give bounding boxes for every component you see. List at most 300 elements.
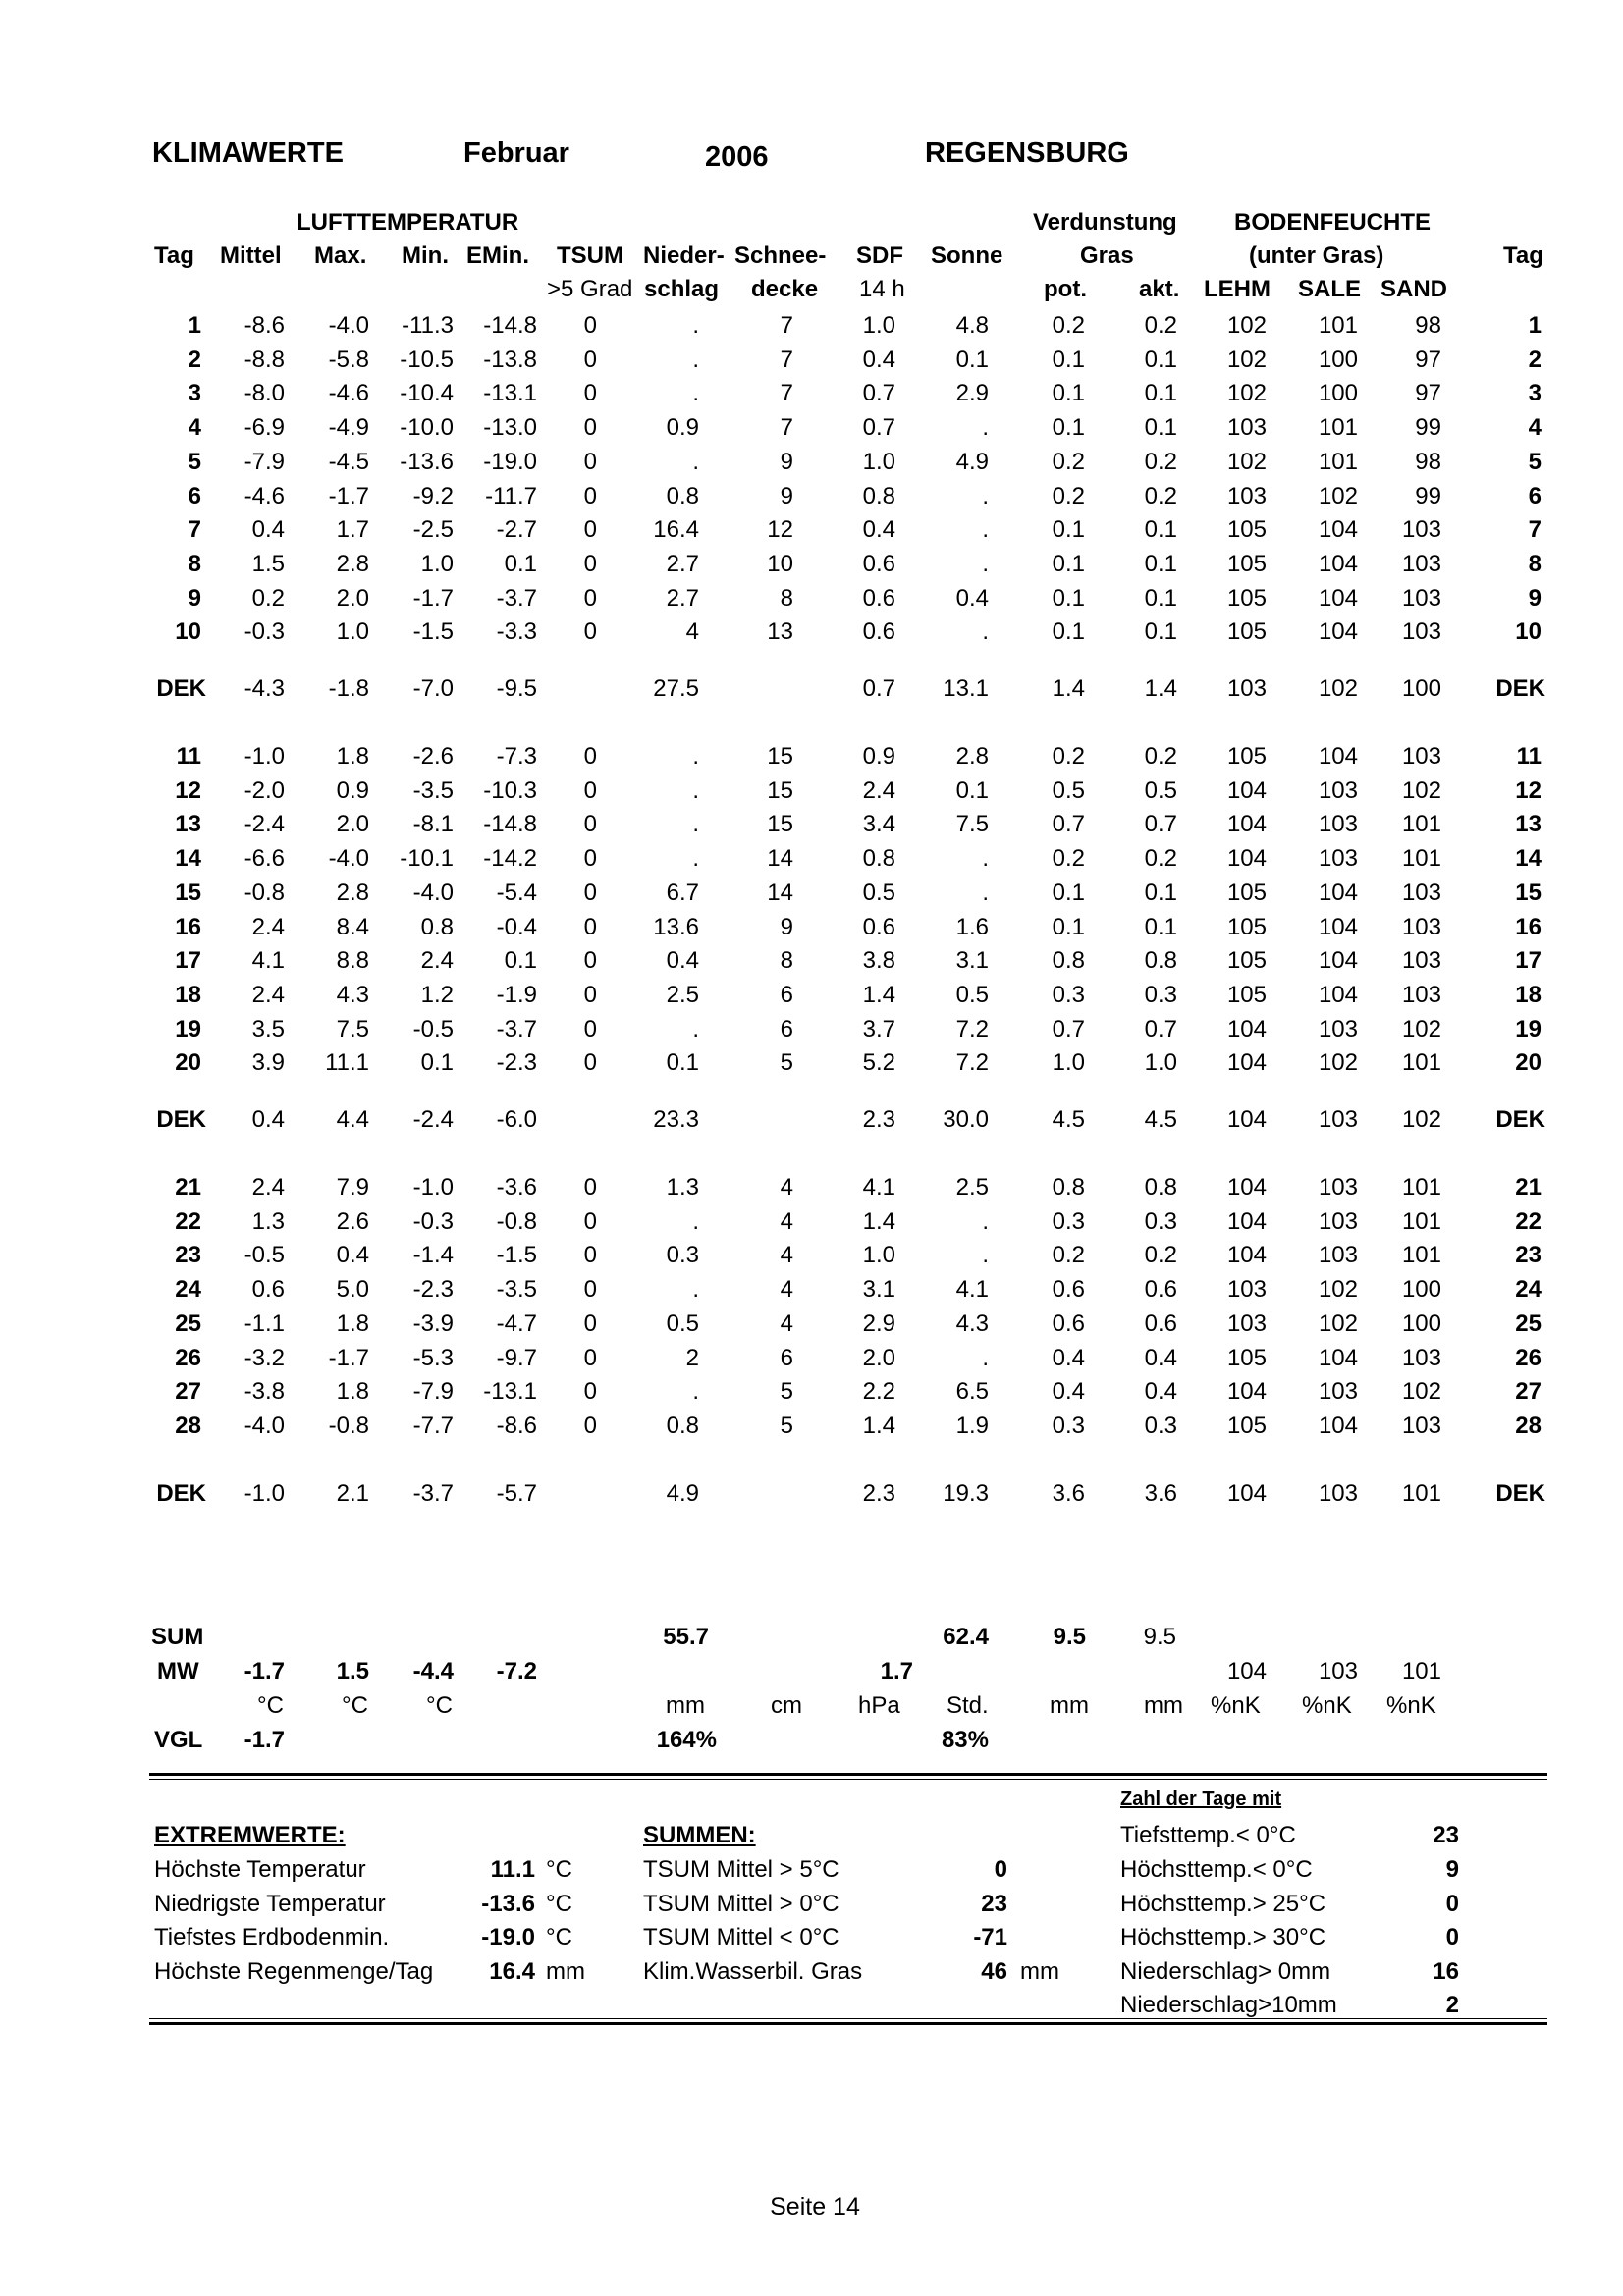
- cell-tag: 2: [188, 346, 201, 373]
- cell-tag: 11: [176, 743, 201, 770]
- cell-tsum: 0: [583, 1378, 597, 1406]
- cell-tsum: 0: [583, 1174, 597, 1201]
- mw-lehm: 104: [1226, 1658, 1267, 1684]
- cell-sdf: 1.4: [862, 1412, 895, 1439]
- cell-min: -7.7: [412, 1412, 454, 1439]
- cell-tsum: 0: [583, 618, 597, 646]
- cell-tag-right: 15: [1515, 879, 1542, 906]
- cell-schnee: 9: [780, 913, 793, 940]
- cell-akt: 0.7: [1144, 1015, 1177, 1042]
- cell-emin: -19.0: [483, 448, 537, 475]
- cell-schnee: 5: [780, 1412, 793, 1439]
- cell-mittel: -4.0: [243, 1412, 285, 1439]
- table-row: [0, 483, 1623, 512]
- cell-sale: 104: [1318, 1344, 1358, 1371]
- table-row: [0, 449, 1623, 478]
- cell-min: -1.5: [412, 618, 454, 646]
- cell-tag-right: 9: [1528, 584, 1542, 612]
- cell-mittel: -3.2: [243, 1344, 285, 1371]
- cell-sonne: 1.9: [955, 1412, 989, 1439]
- header-lufttemperatur: LUFTTEMPERATUR: [297, 209, 519, 236]
- cell-sand: 98: [1415, 448, 1441, 475]
- cell-mittel: -4.3: [243, 675, 285, 702]
- cell-sale: 104: [1318, 618, 1358, 646]
- cell-max: 2.6: [336, 1207, 369, 1235]
- zahl-der-tage-value: 2: [1445, 1992, 1459, 2018]
- cell-akt: 0.2: [1144, 743, 1177, 770]
- header-sdf: SDF: [856, 242, 903, 269]
- unit-nieder: mm: [666, 1692, 705, 1719]
- cell-emin: -9.7: [496, 1344, 537, 1371]
- cell-lehm: 104: [1226, 1049, 1267, 1077]
- cell-sale: 104: [1318, 516, 1358, 544]
- table-row: [0, 1049, 1623, 1079]
- mw-max: 1.5: [336, 1658, 369, 1684]
- cell-lehm: 105: [1226, 743, 1267, 770]
- cell-sdf: 0.4: [862, 346, 895, 373]
- header-sand: SAND: [1380, 276, 1448, 302]
- cell-nieder: .: [692, 380, 699, 407]
- cell-min: 0.1: [420, 1049, 454, 1077]
- cell-schnee: 12: [767, 516, 793, 544]
- cell-max: 2.0: [336, 811, 369, 838]
- sum-sonne: 62.4: [943, 1624, 989, 1650]
- cell-tag-right: 11: [1516, 743, 1542, 770]
- cell-lehm: 104: [1226, 1106, 1267, 1133]
- cell-akt: 0.1: [1144, 346, 1177, 373]
- header-mittel: Mittel: [220, 242, 282, 269]
- cell-akt: 0.1: [1144, 550, 1177, 577]
- cell-akt: 0.4: [1144, 1344, 1177, 1371]
- cell-lehm: 105: [1226, 1344, 1267, 1371]
- cell-min: -10.4: [400, 380, 454, 407]
- table-row: [0, 1016, 1623, 1045]
- cell-sonne: .: [982, 1344, 989, 1371]
- cell-sand: 100: [1401, 1309, 1441, 1337]
- table-row: [0, 880, 1623, 909]
- cell-sand: 103: [1401, 879, 1441, 906]
- cell-tag: 19: [175, 1015, 201, 1042]
- cell-min: 1.2: [420, 981, 454, 1008]
- cell-max: -5.8: [328, 346, 369, 373]
- cell-sand: 103: [1401, 584, 1441, 612]
- cell-pot: 0.2: [1052, 482, 1085, 509]
- cell-tag-right: 14: [1515, 845, 1542, 873]
- cell-max: 2.1: [336, 1480, 369, 1507]
- cell-min: 1.0: [420, 550, 454, 577]
- cell-max: 2.8: [336, 879, 369, 906]
- cell-emin: -11.7: [485, 482, 537, 509]
- station: REGENSBURG: [925, 137, 1129, 169]
- cell-lehm: 104: [1226, 1242, 1267, 1269]
- header-sale: SALE: [1298, 276, 1362, 302]
- cell-sdf: 1.4: [862, 1207, 895, 1235]
- summen-heading: SUMMEN:: [643, 1822, 756, 1848]
- cell-mittel: 0.6: [251, 1276, 285, 1304]
- divider-bottom-thin: [149, 2018, 1547, 2019]
- cell-nieder: 0.9: [666, 414, 699, 442]
- cell-sonne: .: [982, 618, 989, 646]
- cell-tag-right: 20: [1515, 1049, 1542, 1077]
- table-row: [0, 1276, 1623, 1306]
- cell-tag: DEK: [156, 675, 206, 702]
- header-emin: EMin.: [466, 242, 529, 269]
- cell-pot: 0.2: [1052, 312, 1085, 339]
- unit-sand: %nK: [1386, 1692, 1436, 1719]
- cell-tag: 21: [175, 1174, 201, 1201]
- cell-min: -1.0: [412, 1174, 454, 1201]
- cell-sonne: 6.5: [955, 1378, 989, 1406]
- cell-mittel: -1.0: [243, 1480, 285, 1507]
- cell-akt: 0.2: [1144, 312, 1177, 339]
- zahl-der-tage-label: Höchsttemp.> 25°C: [1120, 1891, 1326, 1917]
- cell-lehm: 102: [1226, 380, 1267, 407]
- table-row: [0, 982, 1623, 1011]
- table-row: [0, 1208, 1623, 1238]
- cell-sdf: 3.7: [862, 1015, 895, 1042]
- extremwert-value: -19.0: [481, 1924, 535, 1950]
- cell-sand: 99: [1415, 482, 1441, 509]
- cell-tag-right: 28: [1515, 1412, 1542, 1439]
- cell-sdf: 2.2: [862, 1378, 895, 1406]
- cell-lehm: 104: [1226, 1207, 1267, 1235]
- cell-mittel: 0.4: [251, 1106, 285, 1133]
- cell-tag-right: 6: [1528, 482, 1542, 509]
- sum-label: SUM: [151, 1624, 204, 1650]
- zahl-der-tage-value: 16: [1433, 1958, 1459, 1985]
- cell-nieder: .: [692, 312, 699, 339]
- cell-akt: 0.2: [1144, 845, 1177, 873]
- page-number: Seite 14: [770, 2193, 860, 2220]
- cell-mittel: 4.1: [251, 947, 285, 975]
- cell-sand: 102: [1401, 1106, 1441, 1133]
- mw-sand: 101: [1401, 1658, 1441, 1684]
- cell-sand: 100: [1401, 1276, 1441, 1304]
- cell-min: -9.2: [412, 482, 454, 509]
- cell-emin: -2.7: [496, 516, 537, 544]
- table-row: [0, 947, 1623, 977]
- cell-sonne: 19.3: [943, 1480, 989, 1507]
- cell-sale: 104: [1318, 550, 1358, 577]
- extremwerte-heading: EXTREMWERTE:: [154, 1822, 346, 1848]
- cell-sale: 103: [1318, 1207, 1358, 1235]
- cell-emin: -14.8: [483, 811, 537, 838]
- cell-schnee: 7: [780, 312, 793, 339]
- cell-sand: 103: [1401, 1412, 1441, 1439]
- cell-sdf: 0.6: [862, 584, 895, 612]
- cell-nieder: 2.5: [666, 981, 699, 1008]
- cell-schnee: 10: [767, 550, 793, 577]
- cell-akt: 0.4: [1144, 1378, 1177, 1406]
- cell-min: -2.4: [412, 1106, 454, 1133]
- cell-sand: 103: [1401, 981, 1441, 1008]
- cell-akt: 0.2: [1144, 482, 1177, 509]
- extremwert-unit: mm: [546, 1958, 585, 1985]
- table-row: [0, 914, 1623, 943]
- cell-emin: -3.5: [496, 1276, 537, 1304]
- unit-sale: %nK: [1302, 1692, 1352, 1719]
- cell-tag-right: 24: [1515, 1276, 1542, 1304]
- cell-mittel: -1.1: [243, 1309, 285, 1337]
- cell-pot: 0.2: [1052, 845, 1085, 873]
- cell-tsum: 0: [583, 584, 597, 612]
- cell-tag-right: DEK: [1495, 1480, 1545, 1507]
- cell-tsum: 0: [583, 1242, 597, 1269]
- cell-pot: 0.1: [1052, 414, 1085, 442]
- header-tag: Tag: [154, 242, 194, 269]
- cell-emin: -5.7: [496, 1480, 537, 1507]
- cell-tag-right: 5: [1528, 448, 1542, 475]
- cell-nieder: 2.7: [666, 550, 699, 577]
- cell-sdf: 0.6: [862, 550, 895, 577]
- zahl-der-tage-label: Niederschlag> 0mm: [1120, 1958, 1331, 1985]
- cell-sonne: 4.3: [955, 1309, 989, 1337]
- cell-tag-right: 16: [1515, 913, 1542, 940]
- cell-lehm: 102: [1226, 346, 1267, 373]
- cell-lehm: 105: [1226, 584, 1267, 612]
- cell-sonne: 2.9: [955, 380, 989, 407]
- cell-tag-right: DEK: [1495, 1106, 1545, 1133]
- cell-tsum: 0: [583, 981, 597, 1008]
- cell-sdf: 0.7: [862, 675, 895, 702]
- summen-unit: mm: [1020, 1958, 1059, 1985]
- cell-tag-right: 8: [1528, 550, 1542, 577]
- cell-lehm: 105: [1226, 981, 1267, 1008]
- cell-sdf: 0.7: [862, 414, 895, 442]
- table-row: [0, 618, 1623, 648]
- cell-sale: 103: [1318, 1015, 1358, 1042]
- cell-mittel: -8.8: [243, 346, 285, 373]
- cell-tsum: 0: [583, 1309, 597, 1337]
- cell-akt: 0.3: [1144, 1412, 1177, 1439]
- cell-sonne: 3.1: [955, 947, 989, 975]
- cell-sand: 102: [1401, 776, 1441, 804]
- cell-sale: 102: [1318, 482, 1358, 509]
- cell-akt: 0.1: [1144, 913, 1177, 940]
- cell-sdf: 5.2: [862, 1049, 895, 1077]
- mw-sdf: 1.7: [880, 1658, 913, 1684]
- cell-sonne: 0.5: [955, 981, 989, 1008]
- cell-pot: 0.1: [1052, 913, 1085, 940]
- zahl-der-tage-heading: Zahl der Tage mit: [1120, 1789, 1282, 1810]
- cell-max: -4.9: [328, 414, 369, 442]
- cell-pot: 0.7: [1052, 1015, 1085, 1042]
- summen-label: TSUM Mittel < 0°C: [643, 1924, 839, 1950]
- cell-sand: 102: [1401, 1015, 1441, 1042]
- cell-emin: 0.1: [504, 550, 537, 577]
- cell-akt: 0.7: [1144, 811, 1177, 838]
- extremwert-unit: °C: [546, 1856, 572, 1883]
- cell-tag-right: 19: [1515, 1015, 1542, 1042]
- cell-pot: 0.3: [1052, 1207, 1085, 1235]
- cell-nieder: .: [692, 346, 699, 373]
- header-sdf-sub: 14 h: [859, 276, 905, 302]
- cell-tag: 22: [175, 1207, 201, 1235]
- cell-pot: 0.7: [1052, 811, 1085, 838]
- cell-max: -1.8: [328, 675, 369, 702]
- sum-nieder: 55.7: [663, 1624, 709, 1650]
- cell-sonne: 4.8: [955, 312, 989, 339]
- cell-tsum: 0: [583, 414, 597, 442]
- cell-tsum: 0: [583, 845, 597, 873]
- unit-pot: mm: [1050, 1692, 1089, 1719]
- cell-sale: 104: [1318, 913, 1358, 940]
- cell-tag: 15: [175, 879, 201, 906]
- cell-emin: -3.7: [496, 584, 537, 612]
- cell-sale: 104: [1318, 743, 1358, 770]
- extremwert-label: Höchste Temperatur: [154, 1856, 366, 1883]
- cell-sdf: 1.4: [862, 981, 895, 1008]
- cell-mittel: 1.3: [251, 1207, 285, 1235]
- cell-nieder: .: [692, 1015, 699, 1042]
- cell-sale: 101: [1318, 414, 1358, 442]
- cell-sand: 101: [1401, 1242, 1441, 1269]
- cell-pot: 0.8: [1052, 1174, 1085, 1201]
- cell-akt: 0.2: [1144, 1242, 1177, 1269]
- cell-min: -10.5: [400, 346, 454, 373]
- cell-sdf: 2.3: [862, 1106, 895, 1133]
- cell-sale: 104: [1318, 947, 1358, 975]
- cell-max: 1.8: [336, 1309, 369, 1337]
- cell-schnee: 4: [780, 1276, 793, 1304]
- cell-pot: 3.6: [1052, 1480, 1085, 1507]
- cell-max: -4.6: [328, 380, 369, 407]
- cell-lehm: 103: [1226, 1276, 1267, 1304]
- cell-sonne: 7.2: [955, 1049, 989, 1077]
- cell-pot: 0.8: [1052, 947, 1085, 975]
- cell-tag-right: 13: [1515, 811, 1542, 838]
- cell-min: -13.6: [400, 448, 454, 475]
- header-bodenfeuchte: BODENFEUCHTE: [1234, 209, 1432, 236]
- cell-nieder: 0.5: [666, 1309, 699, 1337]
- cell-emin: -13.1: [483, 1378, 537, 1406]
- cell-tsum: 0: [583, 312, 597, 339]
- table-row: [0, 551, 1623, 580]
- cell-sonne: .: [982, 1242, 989, 1269]
- vgl-sonne: 83%: [941, 1727, 989, 1753]
- cell-pot: 0.2: [1052, 1242, 1085, 1269]
- cell-sdf: 2.3: [862, 1480, 895, 1507]
- cell-sonne: 2.5: [955, 1174, 989, 1201]
- header-tag-right: Tag: [1503, 242, 1543, 269]
- header-tsum: TSUM: [557, 242, 623, 269]
- cell-sale: 102: [1318, 675, 1358, 702]
- cell-nieder: .: [692, 1276, 699, 1304]
- cell-emin: -3.7: [496, 1015, 537, 1042]
- cell-max: 11.1: [325, 1049, 369, 1077]
- cell-nieder: 23.3: [653, 1106, 699, 1133]
- cell-pot: 0.1: [1052, 584, 1085, 612]
- table-row: [0, 777, 1623, 807]
- table-row: [0, 743, 1623, 773]
- extremwert-label: Niedrigste Temperatur: [154, 1891, 386, 1917]
- cell-min: -2.5: [412, 516, 454, 544]
- cell-max: 1.7: [336, 516, 369, 544]
- cell-emin: -1.5: [496, 1242, 537, 1269]
- cell-sonne: 0.4: [955, 584, 989, 612]
- cell-tag-right: 3: [1528, 380, 1542, 407]
- cell-sdf: 0.8: [862, 482, 895, 509]
- cell-sand: 103: [1401, 618, 1441, 646]
- cell-schnee: 8: [780, 947, 793, 975]
- cell-max: 0.9: [336, 776, 369, 804]
- cell-schnee: 6: [780, 1015, 793, 1042]
- cell-akt: 0.1: [1144, 584, 1177, 612]
- cell-mittel: -8.0: [243, 380, 285, 407]
- cell-sand: 101: [1401, 1207, 1441, 1235]
- cell-min: -10.0: [400, 414, 454, 442]
- cell-pot: 0.1: [1052, 618, 1085, 646]
- cell-sonne: .: [982, 516, 989, 544]
- cell-sale: 102: [1318, 1276, 1358, 1304]
- cell-emin: -4.7: [496, 1309, 537, 1337]
- cell-akt: 4.5: [1144, 1106, 1177, 1133]
- month: Februar: [463, 137, 569, 169]
- cell-lehm: 105: [1226, 1412, 1267, 1439]
- cell-akt: 0.8: [1144, 947, 1177, 975]
- cell-tag-right: 2: [1528, 346, 1542, 373]
- cell-min: -1.4: [412, 1242, 454, 1269]
- cell-sdf: 0.5: [862, 879, 895, 906]
- cell-min: -4.0: [412, 879, 454, 906]
- cell-lehm: 105: [1226, 913, 1267, 940]
- cell-schnee: 8: [780, 584, 793, 612]
- cell-emin: -13.0: [483, 414, 537, 442]
- table-row: [0, 347, 1623, 376]
- zahl-der-tage-label: Höchsttemp.> 30°C: [1120, 1924, 1326, 1950]
- cell-max: 2.8: [336, 550, 369, 577]
- cell-sand: 100: [1401, 675, 1441, 702]
- cell-sonne: 0.1: [955, 776, 989, 804]
- cell-akt: 0.1: [1144, 516, 1177, 544]
- cell-sdf: 3.8: [862, 947, 895, 975]
- cell-sdf: 2.4: [862, 776, 895, 804]
- zahl-der-tage-value: 23: [1433, 1822, 1459, 1848]
- cell-sand: 98: [1415, 312, 1441, 339]
- cell-max: -0.8: [328, 1412, 369, 1439]
- cell-tsum: 0: [583, 743, 597, 770]
- cell-sdf: 3.4: [862, 811, 895, 838]
- cell-nieder: .: [692, 811, 699, 838]
- cell-tsum: 0: [583, 550, 597, 577]
- cell-emin: -14.2: [483, 845, 537, 873]
- cell-schnee: 5: [780, 1049, 793, 1077]
- header-pot: pot.: [1044, 276, 1087, 302]
- header-max: Max.: [314, 242, 367, 269]
- cell-schnee: 9: [780, 448, 793, 475]
- cell-mittel: -6.6: [243, 845, 285, 873]
- summen-label: TSUM Mittel > 0°C: [643, 1891, 839, 1917]
- cell-pot: 0.2: [1052, 743, 1085, 770]
- cell-schnee: 15: [767, 743, 793, 770]
- cell-lehm: 105: [1226, 618, 1267, 646]
- cell-tag-right: 12: [1515, 776, 1542, 804]
- cell-mittel: -0.5: [243, 1242, 285, 1269]
- cell-lehm: 105: [1226, 879, 1267, 906]
- sum-akt: 9.5: [1143, 1624, 1176, 1650]
- cell-pot: 0.2: [1052, 448, 1085, 475]
- cell-emin: -9.5: [496, 675, 537, 702]
- cell-emin: -0.8: [496, 1207, 537, 1235]
- mw-sale: 103: [1318, 1658, 1358, 1684]
- cell-lehm: 104: [1226, 1378, 1267, 1406]
- cell-akt: 1.4: [1144, 675, 1177, 702]
- extremwert-value: 16.4: [489, 1958, 535, 1985]
- cell-tag: 17: [175, 947, 201, 975]
- cell-max: -1.7: [328, 1344, 369, 1371]
- cell-tag-right: 17: [1515, 947, 1542, 975]
- cell-max: 8.4: [336, 913, 369, 940]
